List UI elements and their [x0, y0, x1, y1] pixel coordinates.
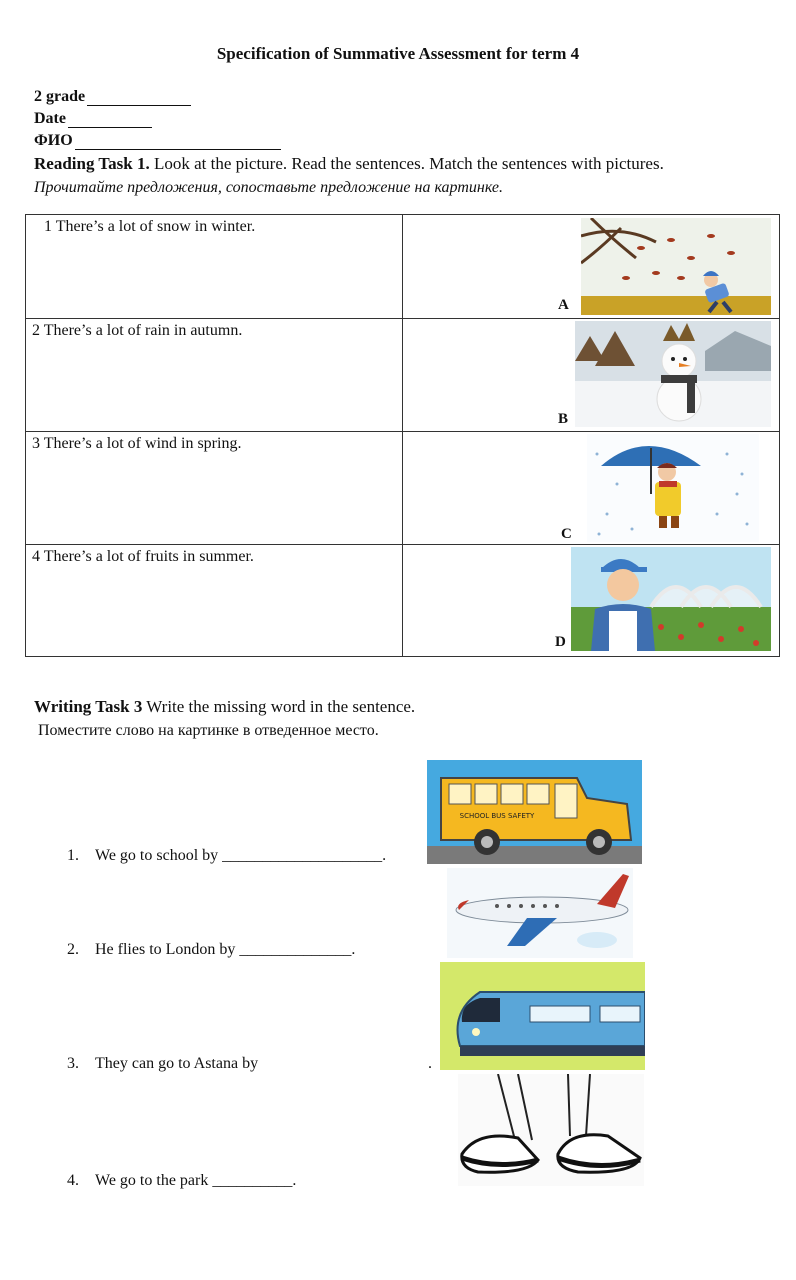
reading-task-instruction: Прочитайте предложения, сопоставьте предложение на картинке.	[34, 179, 503, 196]
writing-item: 4. We go to the park __________.	[67, 1172, 297, 1189]
sentence-cell: 1 There’s a lot of snow in winter.	[26, 215, 403, 319]
date-field[interactable]: Date	[34, 110, 152, 128]
school-bus-picture	[427, 760, 642, 864]
bus-sign-text: SCHOOL BUS SAFETY	[459, 812, 535, 820]
writing-task-instruction: Поместите слово на картинке в отведенное место.	[38, 722, 379, 739]
letter-d: D	[555, 634, 566, 650]
reading-task-heading: Reading Task 1. Look at the picture. Read the sentences. Match the sentences with pictures.	[34, 154, 664, 173]
summer-garden-picture	[571, 547, 771, 651]
sentence-cell: 2 There’s a lot of rain in autumn.	[26, 319, 403, 432]
writing-item: 3. They can go to Astana by	[67, 1055, 259, 1072]
answer-blank[interactable]: ______________	[239, 941, 352, 958]
autumn-wind-picture	[581, 218, 771, 315]
answer-blank[interactable]: ____________________	[222, 847, 383, 864]
writing-item: 1. We go to school by ____________________.	[67, 847, 387, 864]
letter-c: C	[561, 526, 572, 542]
picture-cell	[403, 545, 780, 657]
writing-task-heading: Writing Task 3 Write the missing word in the sentence.	[34, 697, 416, 716]
letter-a: A	[558, 297, 569, 313]
name-field[interactable]: ФИО	[34, 132, 281, 150]
answer-blank[interactable]: __________	[212, 1172, 293, 1189]
picture-cell	[403, 215, 780, 319]
airplane-picture	[447, 868, 633, 958]
train-picture	[440, 962, 645, 1070]
picture-cell	[403, 432, 780, 545]
winter-snowman-picture	[575, 321, 771, 427]
walking-feet-picture	[458, 1074, 644, 1186]
picture-cell	[403, 319, 780, 432]
writing-item: 2. He flies to London by ______________.	[67, 941, 356, 958]
grade-field[interactable]: 2 grade	[34, 88, 191, 106]
page-title: Specification of Summative Assessment for term 4	[216, 44, 580, 63]
letter-b: B	[558, 411, 569, 427]
reading-match-table	[25, 214, 780, 657]
sentence-cell: 3 There’s a lot of wind in spring.	[26, 432, 403, 545]
rain-umbrella-picture	[587, 434, 759, 542]
answer-blank[interactable]: .	[428, 1055, 432, 1072]
sentence-cell: 4 There’s a lot of fruits in summer.	[26, 545, 403, 657]
